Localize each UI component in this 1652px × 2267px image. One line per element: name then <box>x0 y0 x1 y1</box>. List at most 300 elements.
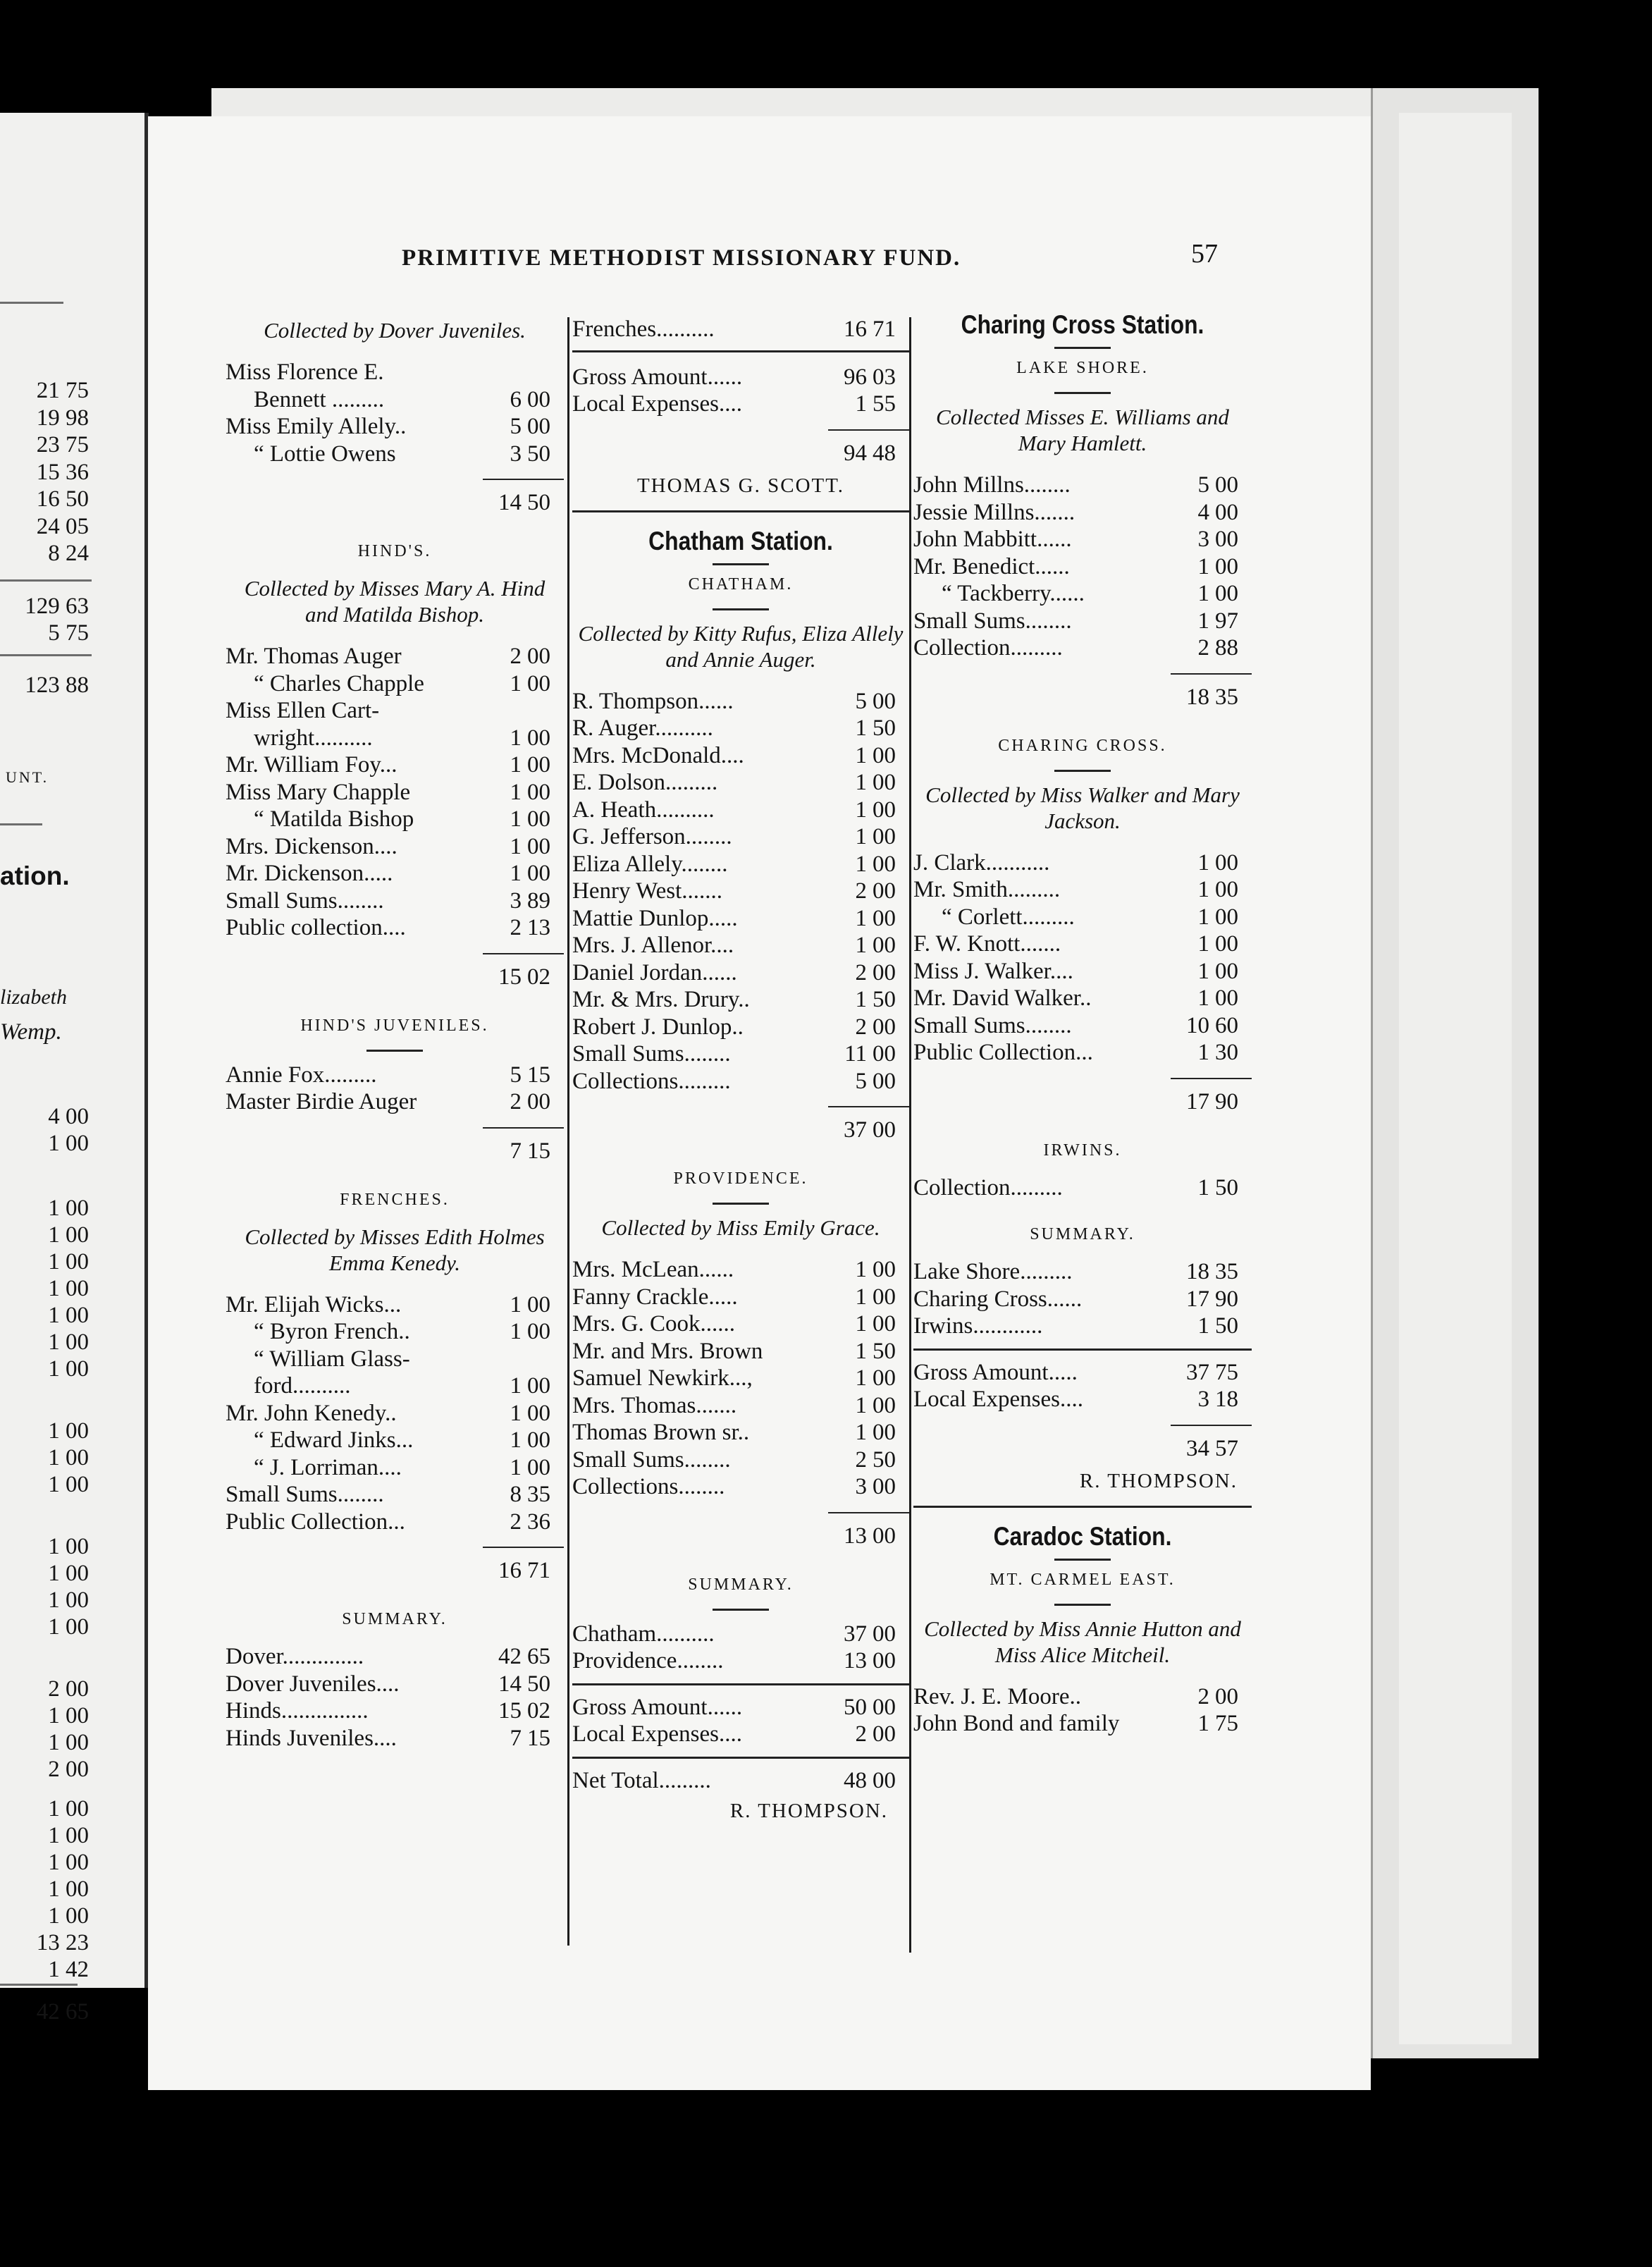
ledger-row <box>572 878 909 905</box>
amount-cents: 15 <box>527 1725 550 1751</box>
amount-cents: 00 <box>873 1767 896 1793</box>
section-heading: HIND'S. <box>357 542 432 560</box>
lake-shore-total <box>913 673 1252 713</box>
divider <box>713 1203 769 1205</box>
amount-cents: 03 <box>873 364 896 390</box>
ledger-label: Mrs. G. Cook...... <box>572 1311 736 1337</box>
ledger-amount <box>1171 1359 1252 1387</box>
amount-cents: 30 <box>1215 1040 1238 1065</box>
collector-note: Collected Misses E. Williams and Mary Hamlett. <box>936 405 1229 455</box>
ledger-label: Local Expenses.... <box>913 1387 1084 1412</box>
amount-cents: 00 <box>873 1041 896 1067</box>
ledger-amount <box>1171 499 1252 527</box>
amount-cents: 00 <box>527 779 550 805</box>
amount-cents: 00 <box>873 1014 896 1040</box>
amount-dollars: 7 <box>510 1725 522 1751</box>
ledger-label: Charing Cross...... <box>913 1286 1083 1312</box>
amount-cents: 00 <box>873 1117 896 1143</box>
collector-note: Collected by Miss Annie Hutton and Miss Alice Mitcheil. <box>924 1616 1241 1667</box>
ledger-row <box>913 673 1252 713</box>
amount-dollars: 1 <box>1197 904 1209 930</box>
ledger-row <box>913 1683 1252 1711</box>
section-heading: LAKE SHORE. <box>1016 359 1149 377</box>
ledger-label: John Millns........ <box>913 472 1071 498</box>
ledger-row <box>572 1068 909 1095</box>
amount-dollars: 3 <box>510 441 522 467</box>
amount-dollars: 1 <box>1197 877 1209 902</box>
amount-dollars: 1 <box>510 752 522 778</box>
amount-dollars: 2 <box>1197 635 1209 661</box>
amount-dollars: 8 <box>510 1482 522 1507</box>
ledger-label: Dover.............. <box>226 1644 364 1669</box>
left-page-number: 129 63 <box>25 594 89 619</box>
ledger-label: Gross Amount...... <box>572 364 743 390</box>
amount-dollars: 1 <box>1197 1313 1209 1339</box>
ledger-row <box>913 849 1252 877</box>
ledger-label: A. Heath.......... <box>572 797 715 823</box>
ledger-amount <box>828 715 909 742</box>
ledger-label: Small Sums........ <box>572 1446 731 1473</box>
ledger-row <box>913 930 1252 958</box>
amount-dollars: 5 <box>510 414 522 439</box>
ledger-row <box>572 1694 909 1721</box>
ledger-amount <box>828 1284 909 1311</box>
hinds-juveniles-total <box>226 1127 564 1167</box>
ledger-label: Thomas Brown sr.. <box>572 1420 750 1445</box>
amount-cents: 00 <box>527 644 550 669</box>
amount-cents: 36 <box>527 1509 550 1535</box>
left-page-text-line: ation. <box>0 861 70 890</box>
ledger-label: Small Sums........ <box>913 608 1072 634</box>
amount-cents: 00 <box>873 824 896 849</box>
ledger-label: Mr. Smith......... <box>913 877 1061 902</box>
ledger-row <box>226 413 564 441</box>
ledger-label: ford.......... <box>254 1373 351 1399</box>
column-1 <box>226 310 564 1752</box>
ledger-row <box>913 634 1252 662</box>
ledger-amount <box>483 725 564 752</box>
amount-dollars: 1 <box>510 861 522 886</box>
ledger-label: Mr. Elijah Wicks... <box>226 1291 402 1317</box>
running-head: PRIMITIVE METHODIST MISSIONARY FUND. <box>402 245 961 271</box>
amount-dollars: 50 <box>844 1694 867 1720</box>
ledger-amount <box>1171 1425 1252 1464</box>
ledger-label: Samuel Newkirk..., <box>572 1365 753 1391</box>
chatham-total <box>572 1106 909 1145</box>
amount-dollars: 1 <box>855 933 867 958</box>
amount-cents: 50 <box>1215 1313 1238 1339</box>
left-page-number: 2 00 <box>48 1757 89 1782</box>
section-heading: SUMMARY. <box>688 1575 794 1594</box>
collector-note: Collected by Miss Emily Grace. <box>601 1215 880 1240</box>
amount-cents: 35 <box>1215 684 1238 710</box>
amount-cents: 65 <box>527 1644 550 1669</box>
amount-cents: 00 <box>873 1311 896 1337</box>
ledger-label: Public Collection... <box>913 1040 1093 1065</box>
amount-dollars: 1 <box>855 824 867 849</box>
ledger-amount <box>483 914 564 942</box>
amount-dollars: 1 <box>510 1454 522 1480</box>
amount-cents: 00 <box>873 1420 896 1445</box>
station-title: Chatham Station. <box>648 526 833 555</box>
ledger-amount <box>1171 1078 1252 1117</box>
ledger-amount <box>828 1512 909 1552</box>
amount-dollars: 15 <box>498 964 522 990</box>
ledger-amount <box>1171 849 1252 877</box>
amount-dollars: 1 <box>855 1257 867 1282</box>
ledger-row <box>913 1313 1252 1340</box>
amount-cents: 00 <box>1215 581 1238 606</box>
amount-dollars: 37 <box>844 1621 867 1647</box>
amount-dollars: 11 <box>844 1041 867 1067</box>
ledger-label: G. Jefferson........ <box>572 824 732 849</box>
ledger-label: Eliza Allely........ <box>572 851 728 877</box>
ledger-amount <box>828 932 909 959</box>
ledger-amount <box>1171 1039 1252 1067</box>
amount-dollars: 2 <box>510 1089 522 1114</box>
ledger-row <box>226 751 564 779</box>
ledger-row <box>572 391 909 418</box>
ledger-amount <box>483 643 564 670</box>
amount-cents: 00 <box>1215 499 1238 525</box>
ledger-amount <box>828 851 909 878</box>
amount-dollars: 1 <box>855 1392 867 1418</box>
amount-cents: 90 <box>1215 1088 1238 1114</box>
ledger-amount <box>828 1767 909 1795</box>
ledger-row <box>572 1767 909 1795</box>
ledger-label: Mr. William Foy... <box>226 752 397 778</box>
amount-dollars: 2 <box>855 959 867 985</box>
ledger-label: Jessie Millns....... <box>913 499 1075 525</box>
left-page-number: 1 00 <box>48 1418 89 1444</box>
ledger-amount <box>828 1365 909 1392</box>
ledger-amount <box>828 1473 909 1501</box>
ledger-amount <box>483 359 564 386</box>
providence-list <box>572 1256 909 1501</box>
amount-cents: 00 <box>873 688 896 714</box>
left-page-rule <box>0 654 92 656</box>
amount-cents: 55 <box>873 391 896 417</box>
amount-dollars: 96 <box>844 364 867 390</box>
ledger-amount <box>1171 1386 1252 1413</box>
ledger-amount <box>483 887 564 915</box>
amount-dollars: 5 <box>1197 472 1209 498</box>
amount-dollars: 6 <box>510 386 522 412</box>
ledger-amount <box>483 413 564 441</box>
ledger-amount <box>483 479 564 518</box>
amount-cents: 02 <box>527 964 550 990</box>
amount-cents: 00 <box>1215 472 1238 498</box>
ledger-amount <box>828 959 909 987</box>
ledger-label: Mrs. J. Allenor.... <box>572 933 734 958</box>
collector-note: Collected by Misses Edith Holmes Emma Kenedy. <box>245 1224 545 1275</box>
ledger-row <box>226 1454 564 1482</box>
amount-cents: 00 <box>527 670 550 696</box>
amount-dollars: 48 <box>844 1767 867 1793</box>
left-page-number: 4 00 <box>48 1104 89 1129</box>
ledger-amount <box>828 688 909 715</box>
ledger-row <box>572 1014 909 1041</box>
ledger-amount <box>828 1338 909 1365</box>
divider <box>713 1609 769 1611</box>
ledger-amount <box>828 986 909 1014</box>
ledger-row <box>572 1040 909 1068</box>
amount-cents: 00 <box>873 742 896 768</box>
amount-cents: 00 <box>527 414 550 439</box>
ledger-row <box>226 914 564 942</box>
left-page-number: 1 00 <box>48 1796 89 1821</box>
ledger-amount <box>828 1621 909 1648</box>
amount-cents: 00 <box>527 806 550 832</box>
ledger-row <box>572 429 909 469</box>
ledger-label: wright.......... <box>254 725 373 751</box>
ledger-row <box>226 697 564 725</box>
amount-dollars: 1 <box>855 715 867 741</box>
amount-cents: 48 <box>873 440 896 466</box>
amount-dollars: 1 <box>510 725 522 751</box>
ledger-amount <box>828 1419 909 1446</box>
ledger-label: John Bond and family <box>913 1711 1120 1736</box>
left-page-number: 1 00 <box>48 1303 89 1328</box>
amount-cents: 00 <box>873 1365 896 1391</box>
amount-cents: 90 <box>1215 1286 1238 1312</box>
amount-cents: 00 <box>1215 849 1238 876</box>
ledger-label: Mr. & Mrs. Drury.. <box>572 987 750 1012</box>
divider <box>1054 1559 1111 1561</box>
ledger-row <box>913 526 1252 553</box>
amount-dollars: 2 <box>510 915 522 940</box>
amount-cents: 18 <box>1215 1387 1238 1412</box>
ledger-amount <box>483 1291 564 1319</box>
amount-cents: 00 <box>873 1621 896 1647</box>
ledger-row <box>913 1425 1252 1464</box>
amount-cents: 00 <box>873 1068 896 1094</box>
ledger-row <box>572 688 909 715</box>
amount-cents: 00 <box>527 1319 550 1344</box>
left-page-number: 1 00 <box>48 1472 89 1497</box>
ledger-label: “ Byron French.. <box>254 1319 410 1344</box>
left-page-number: 1 00 <box>48 1614 89 1640</box>
collector-note: Collected by Dover Juveniles. <box>264 318 526 343</box>
dover-juveniles-total <box>226 479 564 518</box>
ledger-row <box>572 823 909 851</box>
ledger-row <box>226 1671 564 1698</box>
amount-cents: 60 <box>1215 1012 1238 1038</box>
column-2 <box>572 310 909 1836</box>
ledger-row <box>572 1512 909 1552</box>
divider <box>913 1348 1252 1351</box>
ledger-amount <box>828 1446 909 1474</box>
ledger-amount <box>483 1127 564 1167</box>
ledger-amount <box>1171 580 1252 608</box>
summary-list <box>913 1258 1252 1340</box>
ledger-row <box>572 1419 909 1446</box>
section-heading: FRENCHES. <box>340 1190 450 1209</box>
left-page-number: 1 00 <box>48 1534 89 1559</box>
amount-dollars: 1 <box>855 1365 867 1391</box>
divider <box>572 1757 909 1759</box>
column-rule-1 <box>567 317 569 1946</box>
page-edge-inner <box>1399 113 1512 2044</box>
ledger-amount <box>483 1481 564 1509</box>
summary-gross-list <box>572 1694 909 1748</box>
amount-dollars: 1 <box>855 905 867 931</box>
left-page-text-line: UNT. <box>6 768 49 786</box>
ledger-label: Small Sums........ <box>226 1482 384 1507</box>
ledger-label: Miss Florence E. <box>226 360 384 385</box>
amount-dollars: 2 <box>855 878 867 904</box>
amount-dollars: 1 <box>510 806 522 832</box>
ledger-label: R. Auger.......... <box>572 715 713 741</box>
ledger-row <box>913 985 1252 1012</box>
ledger-amount <box>1171 472 1252 499</box>
ledger-amount <box>1171 876 1252 904</box>
ledger-label: Gross Amount..... <box>913 1359 1078 1385</box>
ledger-row <box>913 1012 1252 1040</box>
ledger-amount <box>483 806 564 833</box>
ledger-label: Henry West....... <box>572 878 723 904</box>
summary-list <box>226 1643 564 1752</box>
amount-cents: 50 <box>873 1338 896 1364</box>
amount-dollars: 5 <box>855 688 867 714</box>
left-page-number: 1 42 <box>48 1957 89 1982</box>
ledger-row <box>572 986 909 1014</box>
ledger-label: Annie Fox......... <box>226 1062 377 1088</box>
amount-dollars: 2 <box>855 1721 867 1747</box>
ledger-row <box>226 1427 564 1454</box>
collector-note: Collected by Misses Mary A. Hind and Matilda Bishop. <box>244 576 545 627</box>
ledger-row <box>226 887 564 915</box>
left-page-number: 1 00 <box>48 1356 89 1382</box>
amount-dollars: 1 <box>510 1373 522 1399</box>
frenches-total <box>226 1547 564 1586</box>
ledger-row <box>572 1284 909 1311</box>
amount-cents: 13 <box>527 915 550 940</box>
ledger-label: Fanny Crackle..... <box>572 1284 738 1310</box>
ledger-label: F. W. Knott....... <box>913 931 1061 957</box>
amount-dollars: 1 <box>1197 581 1209 606</box>
amount-cents: 00 <box>873 1392 896 1418</box>
amount-dollars: 42 <box>498 1644 522 1669</box>
divider <box>1054 770 1111 772</box>
ledger-row <box>913 1359 1252 1387</box>
ledger-label: Mr. Dickenson..... <box>226 861 393 886</box>
ledger-amount <box>1171 1012 1252 1040</box>
divider <box>1054 392 1111 394</box>
amount-dollars: 1 <box>1197 1711 1209 1736</box>
section-heading: CHATHAM. <box>688 575 794 594</box>
amount-cents: 00 <box>873 878 896 904</box>
left-page-number: 1 00 <box>48 1276 89 1301</box>
ledger-amount <box>483 1062 564 1089</box>
page-top-fold <box>211 88 1536 116</box>
ledger-row <box>572 316 909 343</box>
ledger-label: Mr. David Walker.. <box>913 985 1092 1011</box>
ledger-label: Daniel Jordan...... <box>572 959 737 985</box>
ledger-row <box>572 1365 909 1392</box>
ledger-row <box>572 1473 909 1501</box>
ledger-row <box>572 715 909 742</box>
amount-cents: 00 <box>527 725 550 751</box>
ledger-row <box>226 1372 564 1400</box>
ledger-label: Dover Juveniles.... <box>226 1671 400 1697</box>
station-title: Caradoc Station. <box>993 1521 1172 1551</box>
amount-cents: 00 <box>873 1648 896 1673</box>
ledger-amount <box>483 1643 564 1671</box>
ledger-amount <box>483 1088 564 1116</box>
ledger-amount <box>828 905 909 933</box>
ledger-amount <box>1171 985 1252 1012</box>
ledger-label: Rev. J. E. Moore.. <box>913 1683 1081 1709</box>
amount-cents: 00 <box>527 1427 550 1453</box>
amount-dollars: 1 <box>1197 985 1209 1011</box>
ledger-amount <box>483 860 564 887</box>
amount-dollars: 1 <box>855 1420 867 1445</box>
amount-dollars: 1 <box>855 770 867 795</box>
amount-cents: 00 <box>527 386 550 412</box>
ledger-amount <box>828 1310 909 1338</box>
section-heading: CHARING CROSS. <box>998 736 1167 755</box>
left-page-number: 1 00 <box>48 1445 89 1470</box>
amount-dollars: 3 <box>855 1474 867 1499</box>
summary-gross-list <box>913 1359 1252 1413</box>
amount-dollars: 14 <box>498 490 522 515</box>
amount-dollars: 18 <box>1186 684 1209 710</box>
amount-dollars: 17 <box>1186 1088 1209 1114</box>
ledger-amount <box>483 1318 564 1346</box>
ledger-amount <box>828 797 909 824</box>
left-page-number: 1 00 <box>48 1876 89 1902</box>
ledger-row <box>226 670 564 698</box>
amount-cents: 00 <box>1215 1683 1238 1709</box>
ledger-row <box>226 1291 564 1319</box>
ledger-row <box>226 779 564 806</box>
left-page-number: 2 00 <box>48 1676 89 1702</box>
hinds-total <box>226 953 564 993</box>
ledger-label: Frenches.......... <box>572 317 715 342</box>
amount-cents: 00 <box>527 833 550 859</box>
ledger-label: Collection......... <box>913 1174 1063 1200</box>
amount-cents: 50 <box>527 441 550 467</box>
amount-cents: 00 <box>873 1474 896 1499</box>
charing-total <box>913 1078 1252 1117</box>
ledger-label: Mrs. McDonald.... <box>572 742 744 768</box>
ledger-amount <box>1171 1710 1252 1738</box>
amount-cents: 15 <box>527 1138 550 1164</box>
ledger-amount <box>1171 1258 1252 1286</box>
amount-dollars: 14 <box>498 1671 522 1697</box>
left-page-rule <box>0 1984 78 1986</box>
ledger-amount <box>828 429 909 469</box>
ledger-amount <box>828 1647 909 1675</box>
amount-dollars: 1 <box>855 797 867 823</box>
ledger-label: Public Collection... <box>226 1509 405 1535</box>
left-page-text-line: lizabeth <box>0 985 67 1009</box>
amount-dollars: 1 <box>855 742 867 768</box>
hinds-juveniles-list <box>226 1062 564 1116</box>
ledger-row <box>226 1547 564 1586</box>
amount-dollars: 13 <box>844 1648 867 1673</box>
ledger-amount <box>828 1014 909 1041</box>
amount-cents: 00 <box>1215 877 1238 902</box>
ledger-row <box>226 441 564 468</box>
amount-dollars: 3 <box>1197 1387 1209 1412</box>
ledger-amount <box>1171 526 1252 553</box>
amount-cents: 00 <box>873 959 896 985</box>
ledger-row <box>226 1346 564 1373</box>
ledger-amount <box>483 441 564 468</box>
signature: R. THOMPSON. <box>729 1800 888 1822</box>
